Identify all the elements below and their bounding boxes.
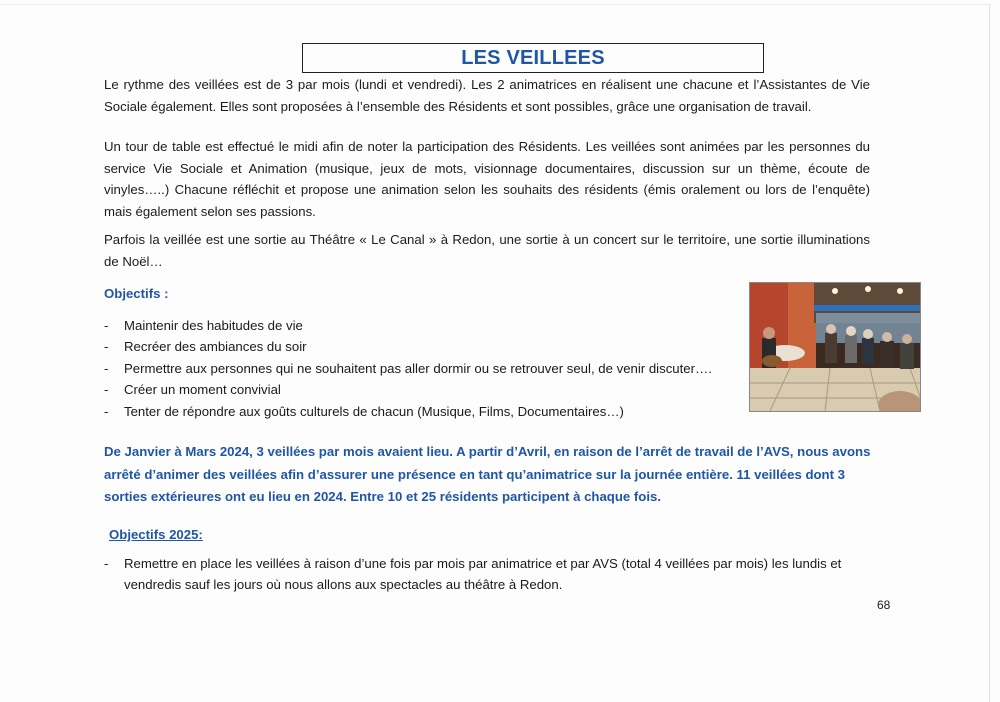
page-top-edge — [0, 4, 990, 5]
objectifs-list — [104, 315, 712, 422]
page-right-edge — [989, 4, 990, 702]
dash-bullet: - — [104, 403, 109, 419]
summary-2024: De Janvier à Mars 2024, 3 veillées par mois avaient lieu. A partir d’Avril, en raison de l’arrêt de travail de l’AVS, nous avons arrêté d’animer des veillées afin d’assurer une présence en tant qu’animatrice sur la journée entière. 11 veillées dont 3 sorties extérieures ont eu lieu en 2024. Entre 10 et 25 résidents participent à chaque fois. — [104, 444, 871, 504]
list-item — [104, 315, 712, 336]
paragraph-rythme: Le rythme des veillées est de 3 par mois (lundi et vendredi). Les 2 animatrices en réalisent une chacune et l’Assistantes de Vie Sociale également. Elles sont proposées à l’ensemble des Résidents et sont possibles, grâce une organisation de travail. — [104, 77, 870, 114]
dash-bullet: - — [104, 360, 109, 376]
list-item — [104, 336, 712, 357]
list-item — [104, 379, 712, 400]
list-item-text: Recréer des ambiances du soir — [124, 339, 307, 355]
list-item-text: Tenter de répondre aux goûts culturels de chacun (Musique, Films, Documentaires…) — [124, 403, 624, 419]
dash-bullet: - — [104, 339, 109, 355]
title-box — [302, 43, 764, 73]
objectifs-2025-heading: Objectifs 2025: — [109, 527, 203, 542]
list-item — [104, 553, 864, 595]
dash-bullet: - — [104, 318, 109, 333]
list-item — [104, 358, 712, 379]
paragraph-sorties: Parfois la veillée est une sortie au Théâtre « Le Canal » à Redon, une sortie à un concert sur le territoire, une sortie illuminations de Noël… — [104, 232, 870, 269]
objectifs-2025-list — [104, 553, 864, 595]
list-item-text: Maintenir des habitudes de vie — [124, 318, 303, 333]
list-item-text: Remettre en place les veillées à raison d’une fois par mois par animatrice et par AVS (total 4 veillées par mois) les lundis et vendredis sauf les jours où nous allons aux spectacles au théâtre à Redon. — [124, 556, 842, 592]
dash-bullet: - — [104, 382, 109, 398]
list-item-text: Permettre aux personnes qui ne souhaitent pas aller dormir ou se retrouver seul, de venir discuter…. — [124, 360, 712, 376]
objectifs-heading: Objectifs : — [104, 286, 169, 301]
veillee-photo — [749, 282, 921, 412]
paragraph-tour-de-table: Un tour de table est effectué le midi afin de noter la participation des Résidents. Les veillées sont animées par les personnes du service Vie Sociale et Animation (musique, jeux de mots, visionnage documentaires, discussion sur un thème, écoute de vinyles…..) Chacune réfléchit et propose une animation selon les souhaits des résidents (émis oralement ou lors de l’enquête) mais également selon ses passions. — [104, 139, 870, 219]
page-title: LES VEILLEES — [461, 46, 605, 69]
list-item — [104, 401, 712, 422]
page-number: 68 — [877, 598, 891, 612]
dash-bullet: - — [104, 556, 109, 571]
list-item-text: Créer un moment convivial — [124, 382, 281, 398]
